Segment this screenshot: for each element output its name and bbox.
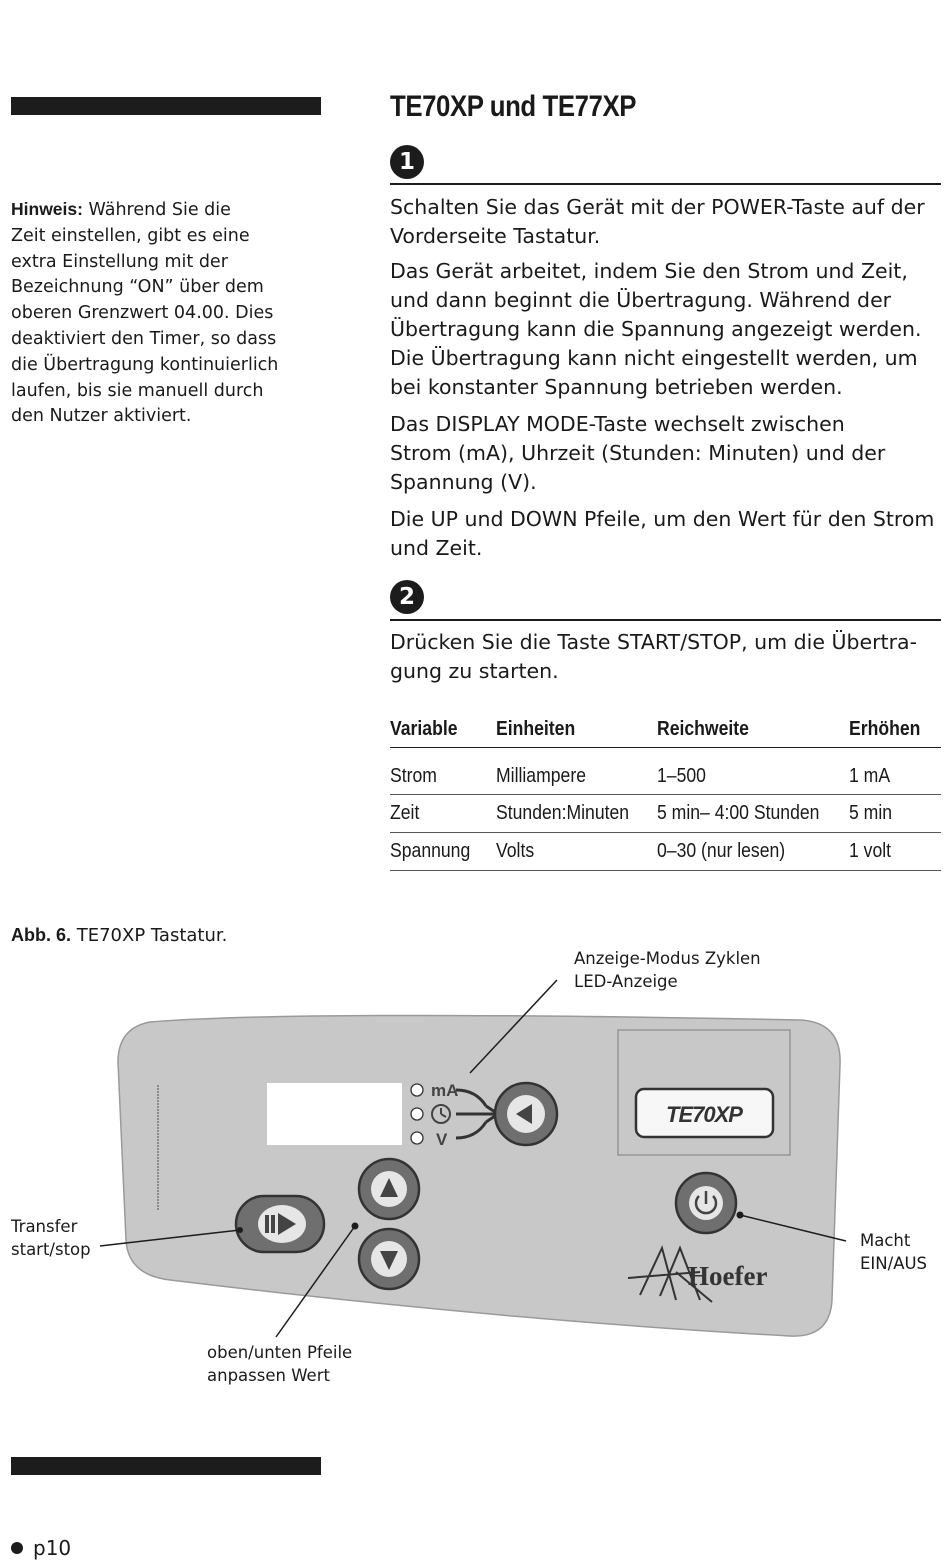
table-header: Einheiten — [496, 711, 657, 748]
header-bar — [11, 97, 321, 115]
figure-caption-text: TE70XP Tastatur. — [71, 925, 228, 946]
table-header: Reichweite — [657, 711, 849, 748]
note-line: oberen Grenzwert 04.00. Dies — [11, 303, 274, 324]
callout-arrows: oben/unten Pfeile anpassen Wert — [207, 1343, 353, 1385]
table-cell: Strom — [390, 748, 496, 795]
table-cell: Milliampere — [496, 748, 657, 795]
table-cell: 1–500 — [657, 748, 849, 795]
up-arrow-button — [359, 1159, 419, 1219]
led-volt — [411, 1132, 423, 1144]
note-line: laufen, bis sie manuell durch — [11, 380, 264, 401]
table-cell: 1 mA — [849, 748, 941, 795]
step-1-paragraph: Das DISPLAY MODE-Taste wechselt zwischen Strom (mA), Uhrzeit (Stunden: Minuten) und der Spannung (V). — [390, 412, 886, 494]
note-line: den Nutzer aktiviert. — [11, 406, 192, 427]
table-cell: 0–30 (nur lesen) — [657, 833, 849, 871]
start-stop-button — [236, 1196, 324, 1252]
brand-text: Hoefer — [688, 1261, 768, 1291]
step-2-paragraph: Drücken Sie die Taste START/STOP, um die Übertra- gung zu starten. — [390, 630, 917, 683]
keypad-illustration — [0, 940, 950, 1400]
table-cell: Zeit — [390, 795, 496, 833]
table-cell: 1 volt — [849, 833, 941, 871]
led-label-ma: mA — [431, 1081, 459, 1100]
step-1-paragraph: Das Gerät arbeitet, indem Sie den Strom und Zeit, und dann beginnt die Übertragung. Während der Übertragung kann die Spannung angezeigt werden. Die Übertragung kann nicht eingestellt werden, um bei konstanter Spannung betrieben werden. — [390, 259, 922, 399]
model-badge-text: TE70XP — [666, 1102, 742, 1127]
table-row — [390, 795, 941, 833]
note-line: Bezeichnung “ON” über dem — [11, 277, 264, 298]
lcd-display — [267, 1083, 402, 1145]
specification-table — [390, 711, 941, 871]
note-line: Zeit einstellen, gibt es eine — [11, 225, 250, 246]
down-arrow-button — [359, 1229, 419, 1289]
table-cell: 5 min– 4:00 Stunden — [657, 795, 849, 833]
led-label-v: V — [436, 1130, 448, 1149]
note-line: extra Einstellung mit der — [11, 251, 228, 272]
step-1-paragraph: Schalten Sie das Gerät mit der POWER-Taste auf der Vorderseite Tastatur. — [390, 195, 925, 248]
callout-display-mode: Anzeige-Modus Zyklen LED-Anzeige — [574, 949, 761, 991]
page-number-text: p10 — [33, 1536, 72, 1560]
table-header: Variable — [390, 711, 496, 748]
table-cell: 5 min — [849, 795, 941, 833]
led-time — [411, 1108, 423, 1120]
table-cell: Volts — [496, 833, 657, 871]
step-1-number: 1 — [390, 145, 424, 179]
callout-transfer: Transfer start/stop — [11, 1217, 91, 1259]
led-ma — [411, 1084, 423, 1096]
step-1-rule — [390, 183, 941, 185]
note-label: Hinweis: — [11, 199, 83, 219]
step-2-rule — [390, 619, 941, 621]
table-cell: Stunden:Minuten — [496, 795, 657, 833]
table-row — [390, 748, 941, 795]
callout-power: Macht EIN/AUS — [860, 1231, 928, 1273]
table-cell: Spannung — [390, 833, 496, 871]
bullet-icon — [11, 1542, 23, 1554]
side-note — [11, 197, 301, 430]
step-1-paragraph: Die UP und DOWN Pfeile, um den Wert für den Strom und Zeit. — [390, 507, 935, 560]
power-button — [676, 1173, 736, 1233]
step-2-number: 2 — [390, 580, 424, 614]
page-number — [11, 1536, 71, 1560]
figure-caption-label: Abb. 6. — [11, 925, 72, 945]
footer-bar — [11, 1457, 321, 1475]
note-line: Während Sie die — [88, 200, 231, 220]
note-line: die Übertragung kontinuierlich — [11, 354, 279, 375]
display-mode-button — [495, 1083, 557, 1145]
table-row — [390, 833, 941, 871]
table-header: Erhöhen — [849, 711, 941, 748]
note-line: deaktiviert den Timer, so dass — [11, 328, 277, 349]
table-header-row — [390, 711, 941, 748]
section-title: TE70XP und TE77XP — [390, 90, 637, 123]
